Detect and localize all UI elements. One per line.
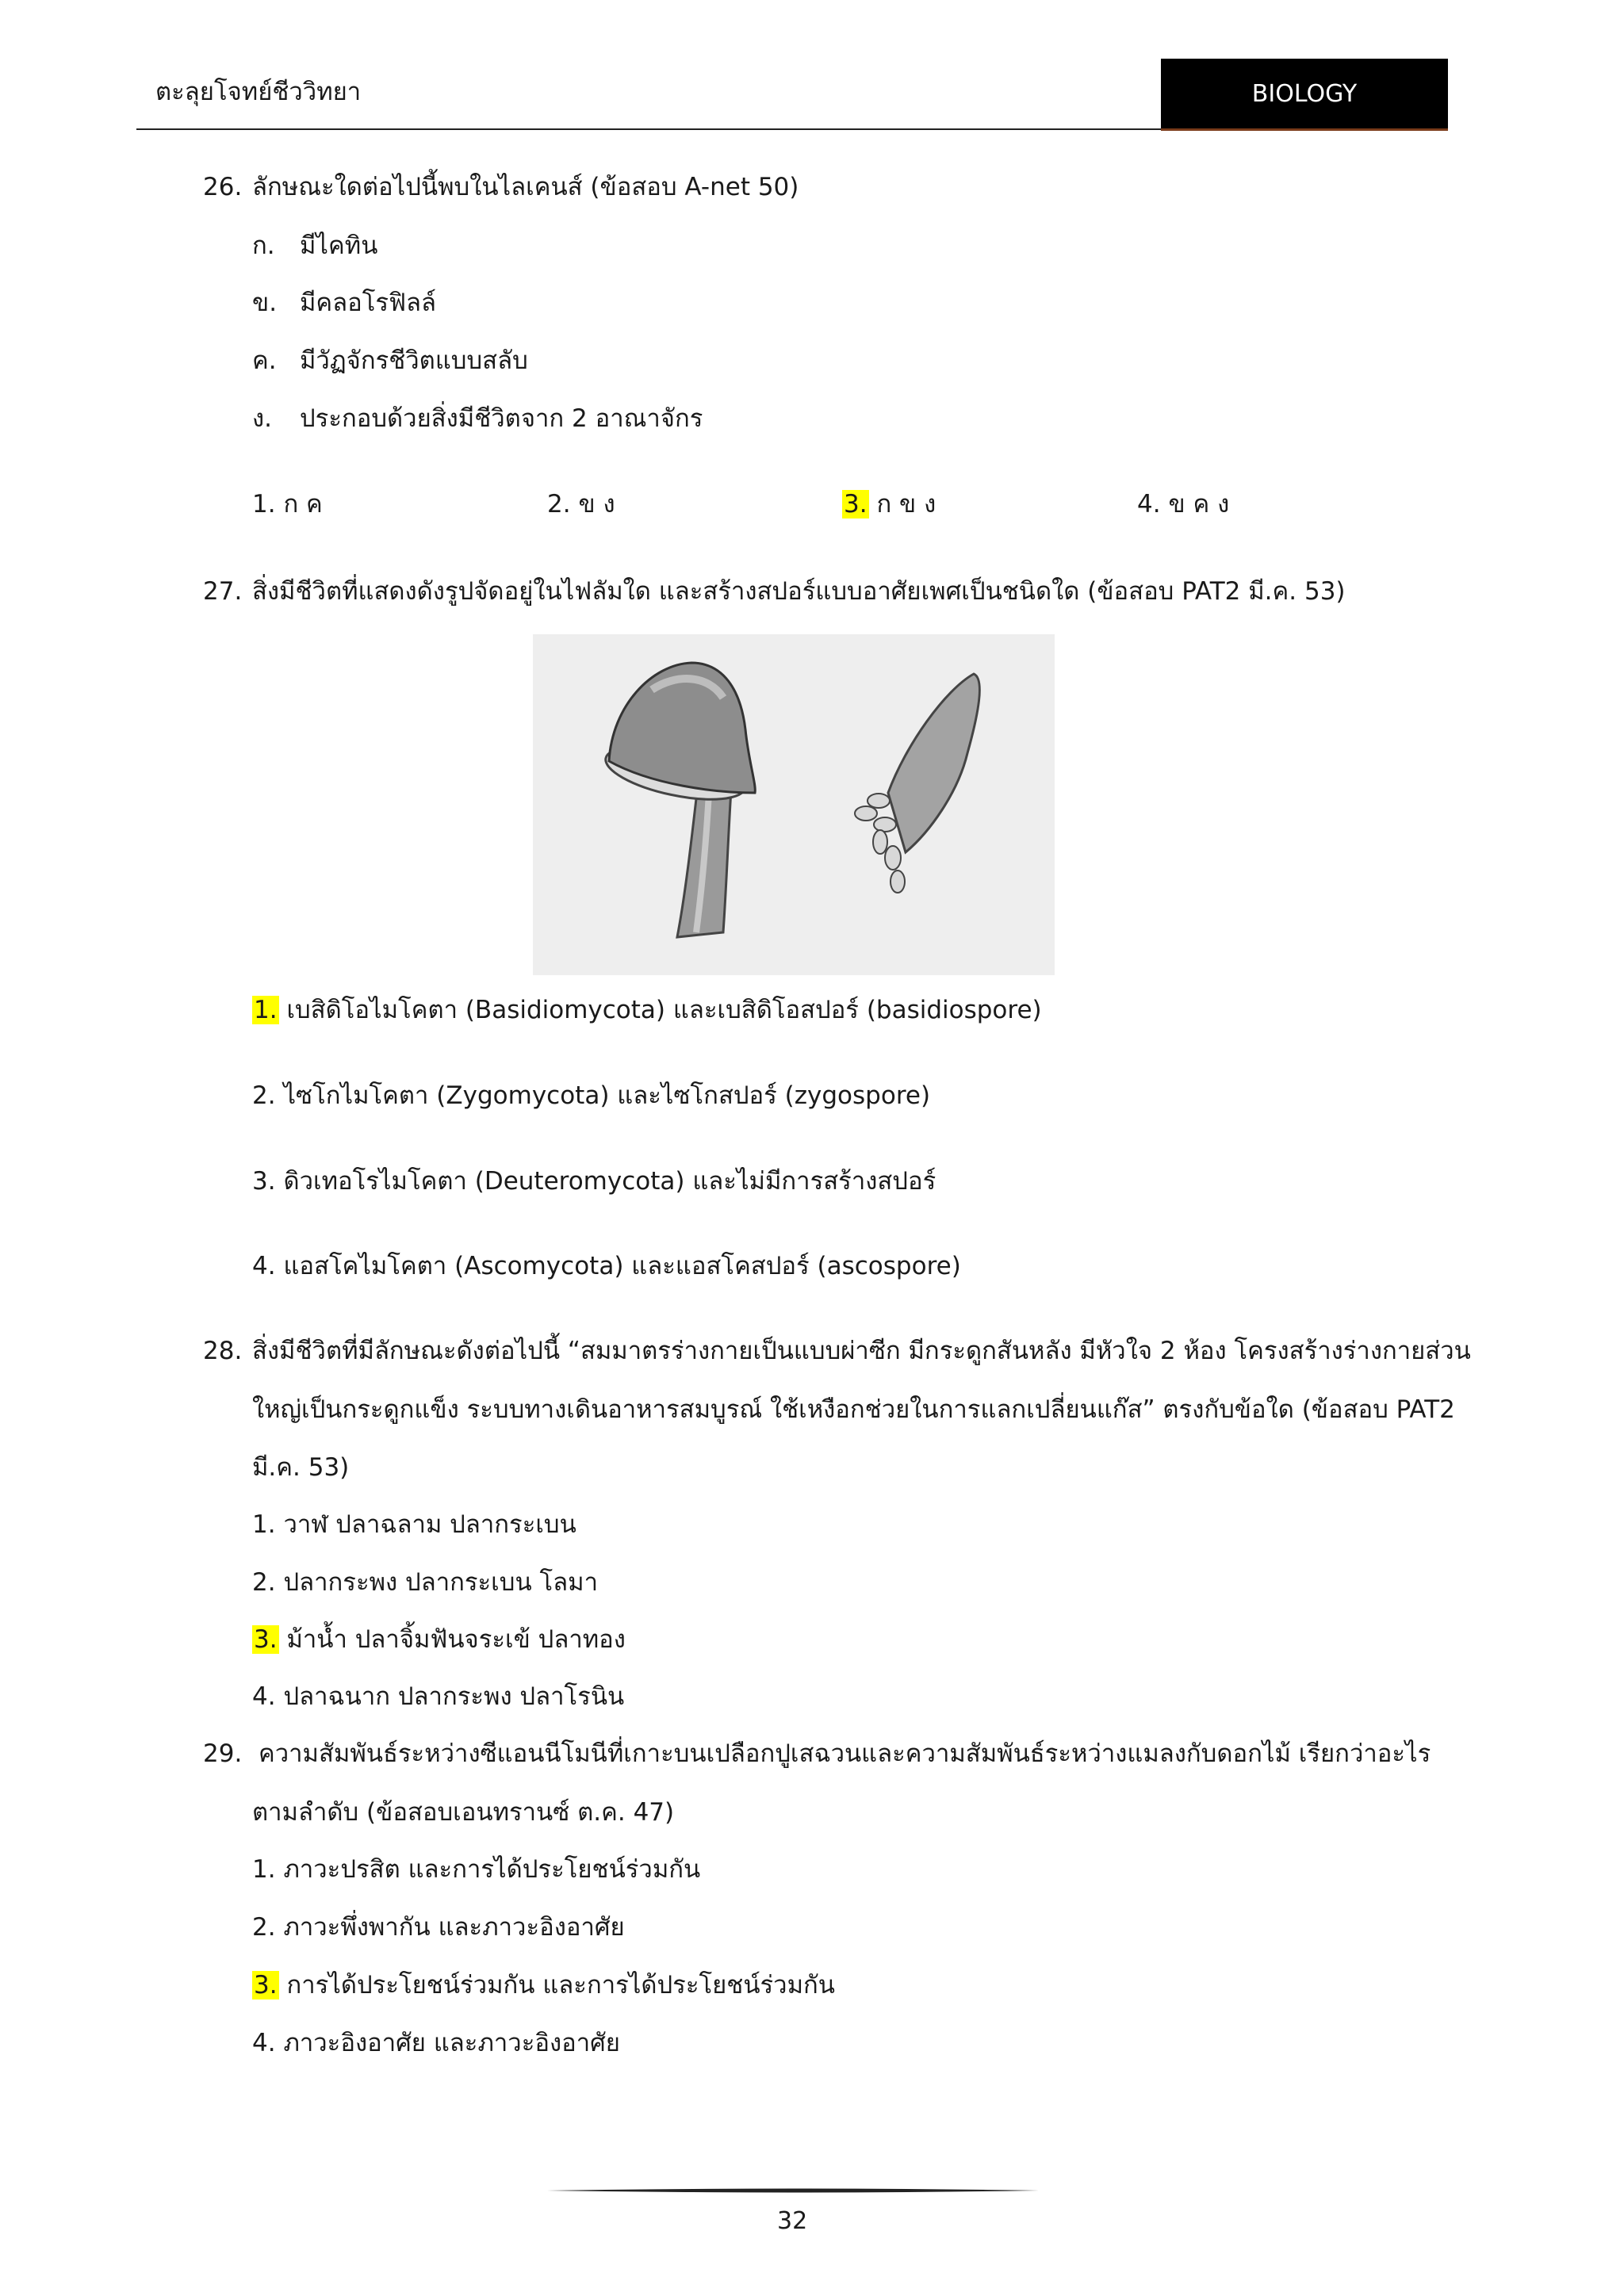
choice-number: 1.: [252, 490, 276, 519]
q26-item-text: ประกอบด้วยสิ่งมีชีวิตจาก 2 อาณาจักร: [300, 404, 703, 433]
q26-item-label: ข.: [252, 289, 278, 317]
answer-highlight: 1.: [254, 996, 278, 1024]
q28-choice-answer: [252, 1625, 626, 1655]
q29-text-line: ตามลำดับ (ข้อสอบเอนทรานซ์ ต.ค. 47): [252, 1798, 675, 1827]
choice-text: ก ข ง: [876, 490, 936, 519]
q29-choice: [252, 1913, 625, 1942]
choice-number: 2.: [252, 1913, 276, 1942]
choice-text: ปลากระพง ปลากระเบน โลมา: [283, 1568, 598, 1597]
q29-text-line: ความสัมพันธ์ระหว่างซีแอนนีโมนีที่เกาะบนเปลือกปูเสฉวนและความสัมพันธ์ระหว่างแมลงกับดอกไม้ เรียกว่าอะไร: [259, 1739, 1431, 1768]
q27-text: สิ่งมีชีวิตที่แสดงดังรูปจัดอยู่ในไฟลัมใด และสร้างสปอร์แบบอาศัยเพศเป็นชนิดใด (ข้อสอบ PAT2 มี.ค. 53): [252, 577, 1346, 606]
choice-text: ภาวะปรสิต และการได้ประโยชน์ร่วมกัน: [283, 1855, 701, 1884]
q26-number: 26.: [203, 173, 243, 201]
q26-choice-answer: [842, 490, 936, 519]
choice-text: แอสโคไมโคตา (Ascomycota) และแอสโคสปอร์ (ascospore): [283, 1252, 961, 1280]
q28-choice: [252, 1510, 576, 1540]
choice-text: ม้าน้ำ ปลาจิ้มฟันจระเข้ ปลาทอง: [286, 1625, 626, 1654]
choice-text: วาฬ ปลาฉลาม ปลากระเบน: [283, 1510, 576, 1539]
q26-item-label: ก.: [252, 232, 275, 260]
choice-number: 3.: [252, 1167, 276, 1196]
q28-choice: [252, 1682, 624, 1712]
choice-number: 2.: [252, 1081, 276, 1110]
q26-item-text: มีไคทิน: [300, 232, 378, 260]
q27-choice-answer: [252, 996, 1042, 1025]
q27-choice: [252, 1081, 930, 1111]
footer-ornament-line: [547, 2188, 1039, 2193]
q26-item-label: ง.: [252, 404, 272, 433]
q26-choice: [252, 490, 323, 519]
choice-text: ก ค: [283, 490, 323, 519]
choice-number: 1.: [252, 1855, 276, 1884]
choice-text: ไซโกไมโคตา (Zygomycota) และไซโกสปอร์ (zygospore): [283, 1081, 931, 1110]
choice-text: ดิวเทอโรไมโคตา (Deuteromycota) และไม่มีการสร้างสปอร์: [283, 1167, 936, 1196]
q29-choice: [252, 2029, 620, 2058]
answer-highlight: 3.: [844, 490, 868, 519]
choice-text: การได้ประโยชน์ร่วมกัน และการได้ประโยชน์ร่วมกัน: [286, 1971, 835, 1999]
subject-badge: BIOLOGY: [1161, 59, 1448, 131]
answer-highlight: 3.: [254, 1625, 278, 1654]
q28-choice: [252, 1568, 598, 1598]
q27-number: 27.: [203, 577, 243, 606]
choice-text: ภาวะพึ่งพากัน และภาวะอิงอาศัย: [283, 1913, 625, 1942]
choice-text: เบสิดิโอไมโคตา (Basidiomycota) และเบสิดิโอสปอร์ (basidiospore): [286, 996, 1042, 1024]
q28-text-line: สิ่งมีชีวิตที่มีลักษณะดังต่อไปนี้ “สมมาตรร่างกายเป็นแบบผ่าซีก มีกระดูกสันหลัง มีหัวใจ 2 ห้อง โครงสร้างร่างกายส่วน: [252, 1337, 1471, 1365]
q26-item-label: ค.: [252, 346, 277, 375]
choice-number: 4.: [252, 1682, 276, 1711]
choice-number: 4.: [252, 1252, 276, 1280]
q26-choice: [1137, 490, 1229, 519]
choice-text: ข ง: [578, 490, 615, 519]
mushroom-figure: [533, 634, 1055, 975]
q28-number: 28.: [203, 1337, 243, 1365]
q29-number: 29.: [203, 1739, 243, 1768]
running-title: ตะลุยโจทย์ชีววิทยา: [155, 78, 362, 106]
choice-number: 4.: [1137, 490, 1161, 519]
q26-text: ลักษณะใดต่อไปนี้พบในไลเคนส์ (ข้อสอบ A-net 50): [252, 173, 799, 201]
q29-choice: [252, 1855, 700, 1885]
header-divider: [136, 128, 1161, 130]
answer-highlight: 3.: [254, 1971, 278, 1999]
q26-item-text: มีคลอโรฟิลล์: [300, 289, 437, 317]
choice-number: 4.: [252, 2029, 276, 2057]
choice-text: ปลาฉนาก ปลากระพง ปลาโรนิน: [283, 1682, 625, 1711]
choice-text: ภาวะอิงอาศัย และภาวะอิงอาศัย: [283, 2029, 620, 2057]
choice-number: 2.: [547, 490, 571, 519]
q27-choice: [252, 1252, 961, 1281]
q29-choice-answer: [252, 1971, 835, 2000]
mushroom-and-spore-illustration-icon: [533, 634, 1055, 975]
q26-item-text: มีวัฏจักรชีวิตแบบสลับ: [300, 346, 528, 375]
choice-number: 1.: [252, 1510, 276, 1539]
choice-number: 2.: [252, 1568, 276, 1597]
choice-text: ข ค ง: [1168, 490, 1230, 519]
page-number: 32: [777, 2207, 808, 2235]
q28-text-line: มี.ค. 53): [252, 1453, 350, 1482]
q28-text-line: ใหญ่เป็นกระดูกแข็ง ระบบทางเดินอาหารสมบูรณ์ ใช้เหงือกช่วยในการแลกเปลี่ยนแก๊ส” ตรงกับข้อใด (ข้อสอบ PAT2: [252, 1395, 1455, 1424]
q26-choice: [547, 490, 615, 519]
q27-choice: [252, 1167, 936, 1196]
